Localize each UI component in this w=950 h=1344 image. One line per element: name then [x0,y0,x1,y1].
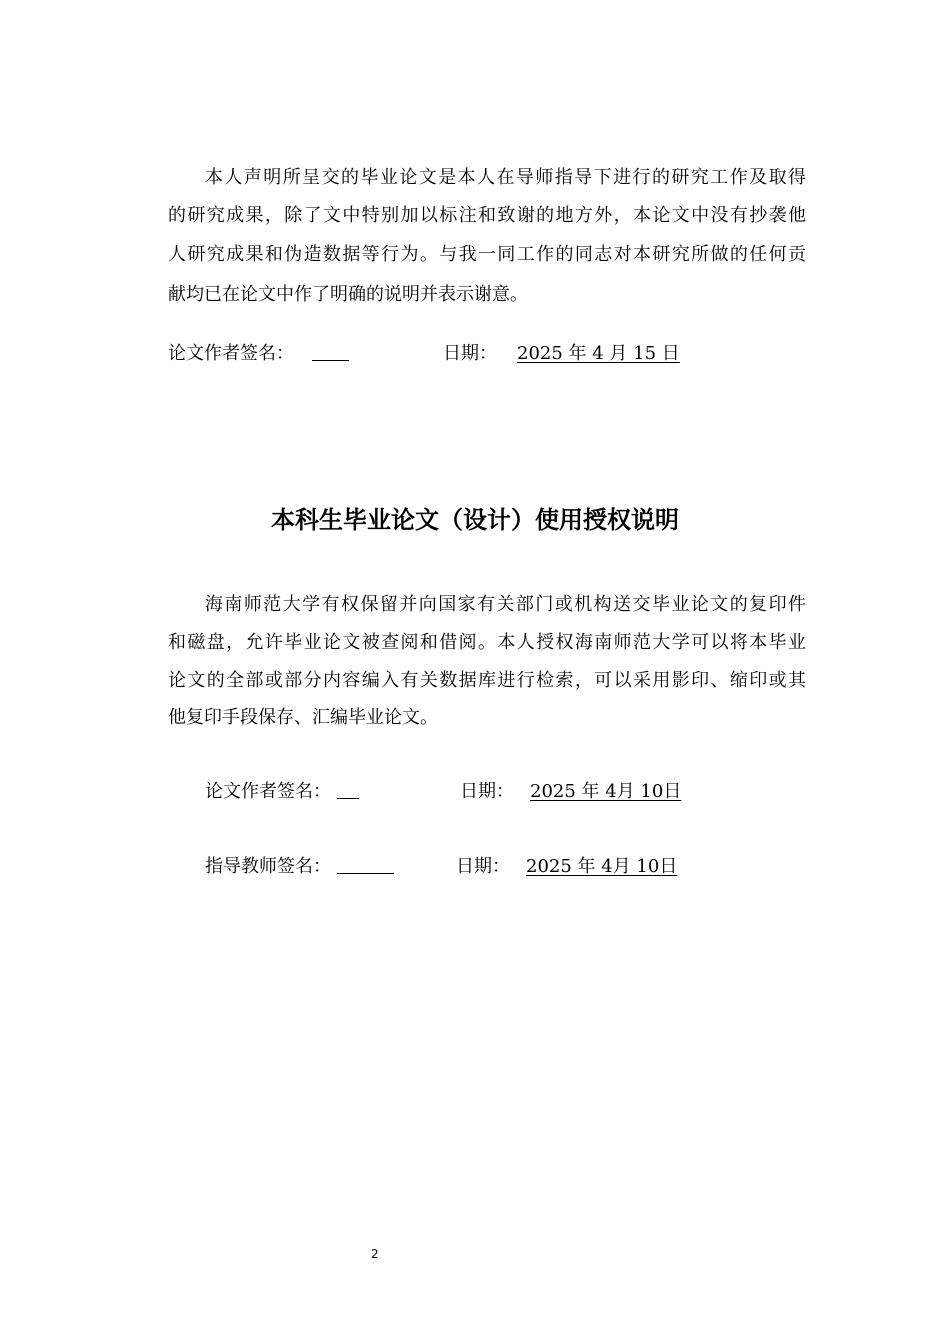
paragraph-line: 本人声明所呈交的毕业论文是本人在导师指导下进行的研究工作及取得 [205,167,806,188]
page-number: 2 [371,1247,379,1261]
advisor-date-row [456,855,677,879]
authorization-title: 本科生毕业论文（设计）使用授权说明 [271,506,679,534]
date-value: 2025 年 4月 10日 [530,781,682,802]
date-label: 日期： [456,856,510,877]
paragraph-line: 和磁盘，允许毕业论文被查阅和借阅。本人授权海南师范大学可以将本毕业 [168,632,806,653]
signature-field[interactable] [337,780,359,799]
paragraph-line: 海南师范大学有权保留并向国家有关部门或机构送交毕业论文的复印件 [205,594,806,615]
date-value: 2025 年 4月 10日 [526,856,678,877]
paragraph-line: 人研究成果和伪造数据等行为。与我一同工作的同志对本研究所做的任何贡 [168,244,806,265]
date-label: 日期： [443,343,497,364]
date-row [443,342,680,366]
author-signature-row [168,342,349,366]
paragraph-line: 献均已在论文中作了明确的说明并表示谢意。 [168,284,528,305]
paragraph-line: 论文的全部或部分内容编入有关数据库进行检索，可以采用影印、缩印或其 [168,670,806,691]
advisor-signature-row [205,855,394,879]
paragraph-line: 的研究成果，除了文中特别加以标注和致谢的地方外，本论文中没有抄袭他 [168,205,806,226]
signature-field[interactable] [312,342,349,361]
signature-label: 论文作者签名： [205,781,331,802]
paragraph-line: 他复印手段保存、汇编毕业论文。 [168,707,438,728]
signature-label: 指导教师签名： [205,856,331,877]
signature-label: 论文作者签名： [168,343,294,364]
date-label: 日期： [460,781,514,802]
date-value: 2025 年 4 月 15 日 [517,343,680,364]
author-signature-row [205,780,359,804]
signature-field[interactable] [337,855,394,874]
author-date-row [460,780,685,804]
